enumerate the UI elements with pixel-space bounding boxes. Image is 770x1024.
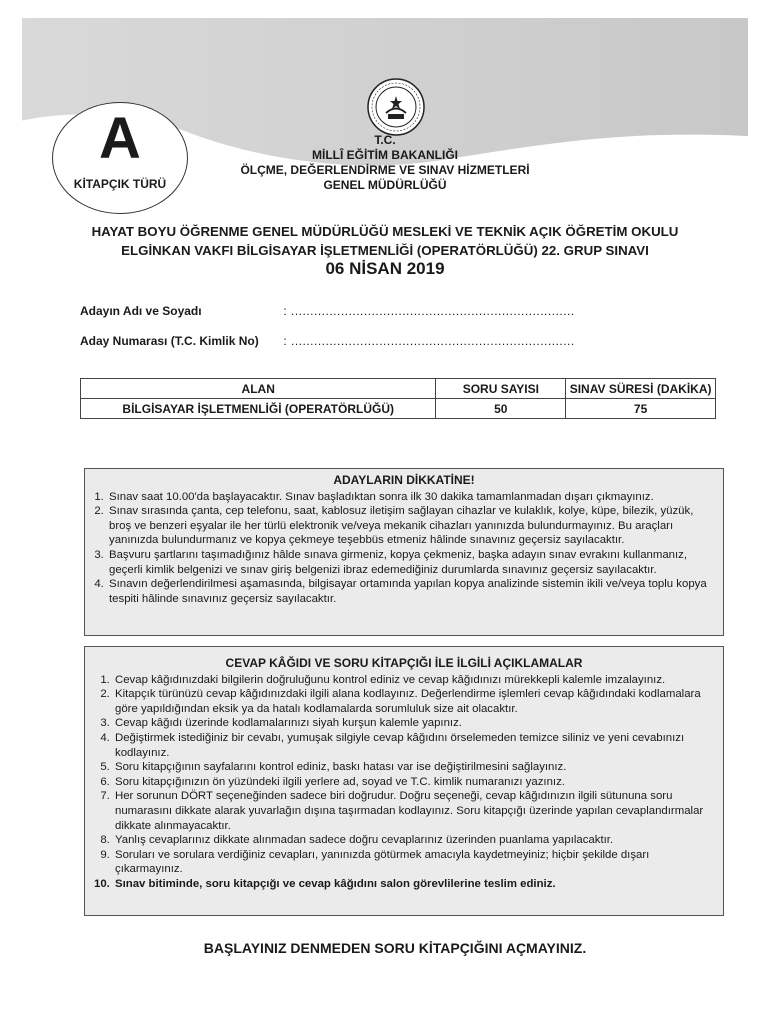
list-item: 7. Her sorunun DÖRT seçeneğinden sadece biri doğrudur. Doğru seçeneği, cevap kâğıdınızın ilgili sütununa soru numarasını dikkate alarak yuvarlağın dışına taşırmadan kodlayınız. Soru kitapçığı üzerinde yapılan cevaplandırmalar dikkate alınmayacaktır.	[113, 789, 717, 833]
table-row	[81, 399, 716, 419]
list-item: 3. Başvuru şartlarını taşımadığınız hâlde sınava girmeniz, kopya çekmeniz, başka adayın sınav evrakını kullanmanız, geçerli kimlik belgenizi ve sınav giriş belgenizi ibraz edemediğiniz durumlarda sınavınız geçersiz sayılacaktır.	[107, 548, 717, 577]
exam-info-table	[80, 378, 716, 419]
list-item: 5. Soru kitapçığının sayfalarını kontrol ediniz, baskı hatası var ise değiştirilmesini sağlayınız.	[113, 760, 717, 775]
candidate-notes-list	[91, 490, 717, 607]
answer-notes-box	[84, 646, 724, 916]
exam-date: 06 NİSAN 2019	[325, 259, 445, 278]
candidate-number-label: Aday Numarası (T.C. Kimlik No)	[80, 334, 259, 348]
exam-title	[40, 222, 730, 260]
booklet-type-label: KİTAPÇIK TÜRÜ	[73, 177, 167, 191]
ministry-emblem-icon	[367, 78, 425, 136]
list-item: 6. Soru kitapçığınızın ön yüzündeki ilgili yerlere ad, soyad ve T.C. kimlik numaranızı yazınız.	[113, 775, 717, 790]
list-item: 3. Cevap kâğıdı üzerinde kodlamalarınızı siyah kurşun kalemle yapınız.	[113, 716, 717, 731]
list-item: 9. Soruları ve sorulara verdiğiniz cevapları, yanınızda götürmek amacıyla kaydetmeyiniz; hiçbir şekilde dışarı çıkarmayınız.	[113, 848, 717, 877]
list-item: 1. Sınav saat 10.00'da başlayacaktır. Sınav başladıktan sonra ilk 30 dakika tamamlanmadan dışarı çıkmayınız.	[107, 490, 717, 505]
column-header-duration: SINAV SÜRESİ (DAKİKA)	[566, 379, 716, 399]
ministry-heading	[220, 133, 550, 193]
candidate-number-field[interactable]: : ..........................................................................	[283, 334, 575, 348]
ministry-line-2: MİLLÎ EĞİTİM BAKANLIĞI	[312, 148, 458, 162]
ministry-line-3: ÖLÇME, DEĞERLENDİRME VE SINAV HİZMETLERİ	[240, 163, 530, 177]
candidate-name-field[interactable]: : ..........................................................................	[283, 304, 575, 318]
candidate-notes-box	[84, 468, 724, 636]
ministry-line-4: GENEL MÜDÜRLÜĞÜ	[323, 178, 447, 192]
candidate-number-row	[80, 334, 575, 348]
column-header-question-count: SORU SAYISI	[436, 379, 566, 399]
final-warning: BAŞLAYINIZ DENMEDEN SORU KİTAPÇIĞINI AÇMAYINIZ.	[203, 940, 587, 956]
column-header-field: ALAN	[81, 379, 436, 399]
list-item: 1. Cevap kâğıdınızdaki bilgilerin doğruluğunu kontrol ediniz ve cevap kâğıdınızı mürekkepli kalemle imzalayınız.	[113, 673, 717, 688]
list-item: 2. Kitapçık türünüzü cevap kâğıdınızdaki ilgili alana kodlayınız. Değerlendirme işlemleri cevap kâğıdındaki kodlamalara göre yapıldığından eksik ya da hatalı kodlamalarda sorumluluk size ait olacaktır.	[113, 687, 717, 716]
cell-duration: 75	[566, 399, 716, 419]
table-header-row	[81, 379, 716, 399]
ministry-line-1: T.C.	[374, 133, 396, 147]
exam-title-line-1: HAYAT BOYU ÖĞRENME GENEL MÜDÜRLÜĞÜ MESLEKİ VE TEKNİK AÇIK ÖĞRETİM OKULU	[91, 224, 679, 239]
list-item: 2. Sınav sırasında çanta, cep telefonu, saat, kablosuz iletişim sağlayan cihazlar ve kulaklık, kolye, küpe, bilezik, yüzük, broş ve benzeri eşyalar ile her türlü elektronik ve/veya mekanik cihazları yanınızda bulundurmayınız. Bu araçları yanınızda bulundurmanız ve kopya çekmeye teşebbüs etmeniz hâlinde sınavınız geçersiz sayılacaktır.	[107, 504, 717, 548]
cell-field: BİLGİSAYAR İŞLETMENLİĞİ (OPERATÖRLÜĞÜ)	[81, 399, 436, 419]
cell-question-count: 50	[436, 399, 566, 419]
booklet-type-badge	[52, 102, 188, 214]
list-item: 4. Değiştirmek istediğiniz bir cevabı, yumuşak silgiyle cevap kâğıdını örselemeden temizce siliniz ve yeni cevabınızı kodlayınız.	[113, 731, 717, 760]
list-item: 10. Sınav bitiminde, soru kitapçığı ve cevap kâğıdını salon görevlilerine teslim ediniz.	[113, 877, 717, 892]
candidate-name-label: Adayın Adı ve Soyadı	[80, 304, 202, 318]
candidate-name-row	[80, 304, 575, 318]
booklet-letter: A	[99, 106, 141, 171]
answer-notes-list	[91, 673, 717, 892]
answer-notes-title: CEVAP KÂĞIDI VE SORU KİTAPÇIĞI İLE İLGİLİ AÇIKLAMALAR	[225, 656, 583, 670]
list-item: 8. Yanlış cevaplarınız dikkate alınmadan sadece doğru cevaplarınız üzerinden puanlama yapılacaktır.	[113, 833, 717, 848]
exam-title-line-2: ELGİNKAN VAKFI BİLGİSAYAR İŞLETMENLİĞİ (OPERATÖRLÜĞÜ) 22. GRUP SINAVI	[121, 243, 649, 258]
list-item: 4. Sınavın değerlendirilmesi aşamasında, bilgisayar ortamında yapılan kopya analizinde sistemin ikili ve/veya toplu kopya tespiti hâlinde sınavınız geçersiz sayılacaktır.	[107, 577, 717, 606]
candidate-notes-title: ADAYLARIN DİKKATİNE!	[333, 473, 475, 487]
